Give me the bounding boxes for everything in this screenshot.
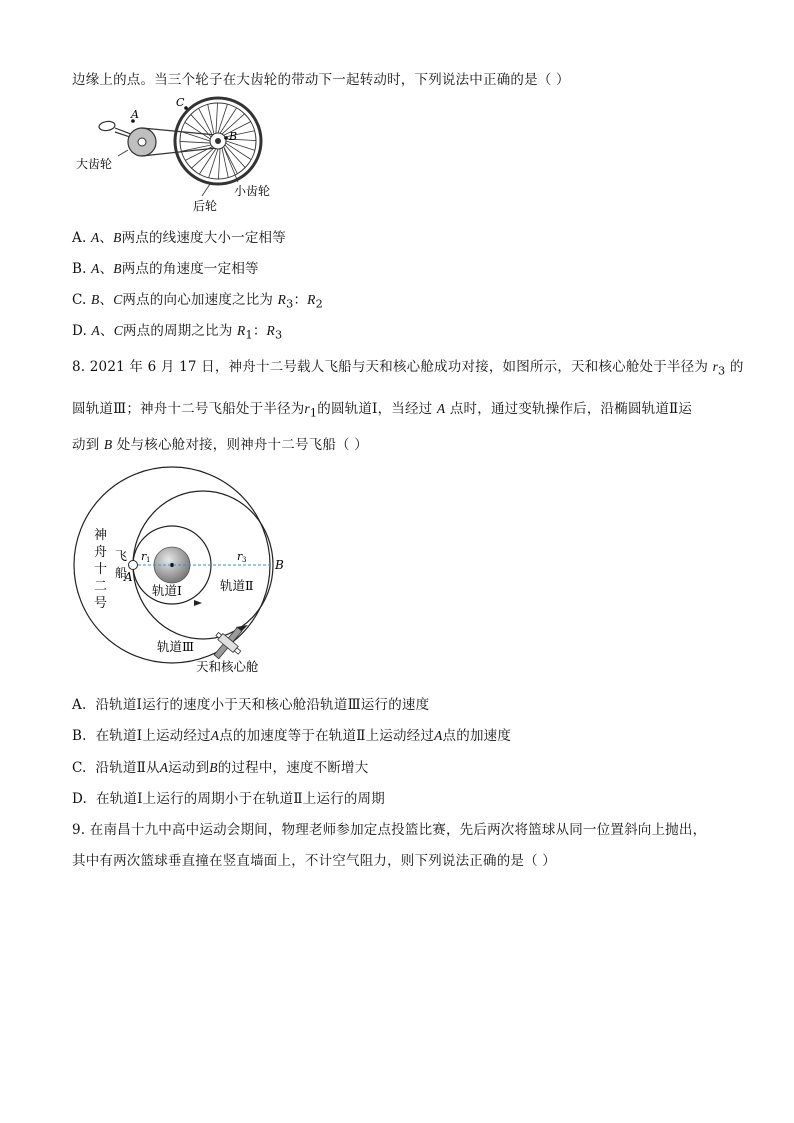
q8-stem-line1: 8. 2021 年 6 月 17 日，神舟十二号载人飞船与天和核心舱成功对接，如图所示，天和核心舱处于半径为 $r_3$ 的 xyxy=(72,359,744,378)
label-orbit-1: 轨道Ⅰ xyxy=(152,583,182,598)
label-orbit-2: 轨道Ⅱ xyxy=(220,578,254,593)
label-rear-wheel: 后轮 xyxy=(193,199,218,213)
orbit-figure xyxy=(72,467,312,682)
label-a: A xyxy=(131,108,139,121)
wheel-spoke xyxy=(185,122,210,139)
label-r1: r xyxy=(141,550,147,563)
label-point-b: B xyxy=(275,558,284,572)
q8-option-d: D. 在轨道Ⅰ上运行的周期小于在轨道Ⅱ上运行的周期 xyxy=(72,791,385,807)
q8-option-c: C. 沿轨道Ⅱ从A运动到B的过程中，速度不断增大 xyxy=(72,760,369,776)
q8-stem-line2: 圆轨道Ⅲ；神舟十二号飞船处于半径为$r_1$的圆轨道Ⅰ，当经过 A 点时，通过变轨操作后，沿椭圆轨道Ⅱ运 xyxy=(72,401,693,420)
label-big-gear: 大齿轮 xyxy=(76,157,113,171)
label-r3-sub: 3 xyxy=(242,556,247,564)
label-chuan: 船 xyxy=(115,566,128,580)
label-fei: 飞 xyxy=(115,549,128,563)
q9-stem-line1: 9. 在南昌十九中高中运动会期间，物理老师参加定点投篮比赛，先后两次将篮球从同一位置斜向上抛出， xyxy=(72,822,707,838)
wheel-spoke xyxy=(222,148,228,178)
q7-option-d: D. A、C两点的周期之比为 $R_1$：$R_3$ xyxy=(72,323,283,342)
label-b: B xyxy=(229,130,238,143)
wheel-spoke xyxy=(199,149,216,174)
side-label-1: 舟 xyxy=(94,545,108,560)
wheel-spoke xyxy=(191,148,214,168)
q8-stem-line3: 动到 B 处与核心舱对接，则神舟十二号飞船（ ） xyxy=(72,437,368,453)
q8-option-b: B. 在轨道Ⅰ上运动经过A点的加速度等于在轨道Ⅱ上运动经过A点的加速度 xyxy=(72,728,512,744)
label-c: C xyxy=(176,96,185,109)
q8-option-a: A. 沿轨道Ⅰ运行的速度小于天和核心舱沿轨道Ⅲ运行的速度 xyxy=(72,697,430,713)
q7-stem-tail: 边缘上的点。当三个轮子在大齿轮的带动下一起转动时，下列说法中正确的是（ ） xyxy=(72,72,570,88)
q7-option-b: B. A、B两点的角速度一定相等 xyxy=(72,261,259,277)
label-station: 天和核心舱 xyxy=(196,659,259,674)
q7-option-a: A. A、B两点的线速度大小一定相等 xyxy=(72,230,286,246)
q9-stem-line2: 其中有两次篮球垂直撞在竖直墙面上，不计空气阻力，则下列说法正确的是（ ） xyxy=(72,853,556,869)
label-r1-sub: 1 xyxy=(146,556,151,564)
side-label-3: 二 xyxy=(94,579,108,594)
q7-option-c: C. B、C两点的向心加速度之比为 $R_3$：$R_2$ xyxy=(72,292,323,311)
wheel-spoke xyxy=(208,104,214,134)
wheel-spoke xyxy=(225,145,245,168)
wheel-spoke xyxy=(226,143,251,160)
label-r3: r xyxy=(237,550,243,563)
label-point-a: A xyxy=(124,570,133,584)
wheel-spoke xyxy=(180,141,210,143)
side-label-2: 十 xyxy=(94,562,108,577)
wheel-spoke xyxy=(218,149,220,179)
label-small-gear: 小齿轮 xyxy=(234,184,271,198)
side-label-4: 号 xyxy=(94,596,108,611)
wheel-spoke xyxy=(216,103,218,133)
bicycle-gear-figure xyxy=(76,92,310,217)
side-label-0: 神 xyxy=(94,528,108,543)
label-orbit-3: 轨道Ⅲ xyxy=(157,639,195,654)
